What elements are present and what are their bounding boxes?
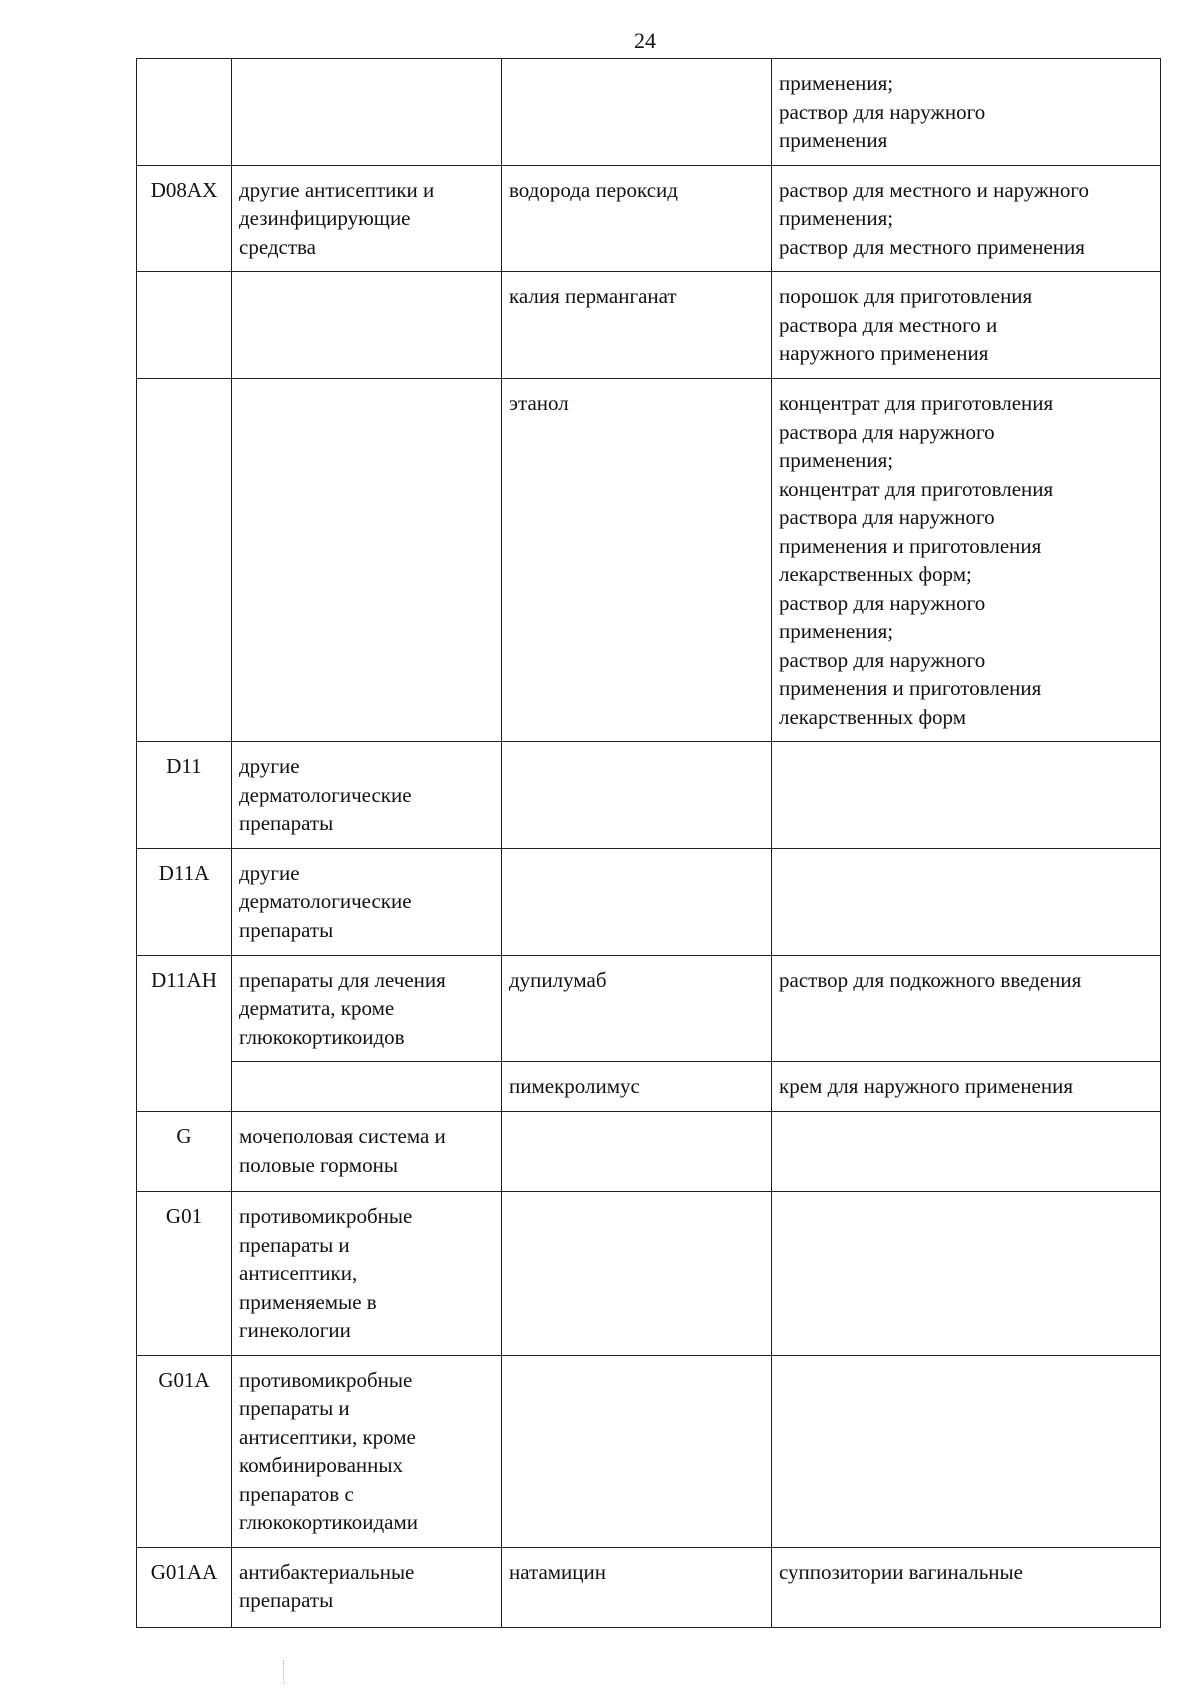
table-row [137, 59, 1161, 166]
table-row [137, 1112, 1161, 1192]
dosage-form-cell [772, 848, 1161, 955]
atc-code-cell: D11A [137, 848, 232, 955]
drug-name-cell: этанол [502, 379, 772, 742]
drug-name-cell [502, 742, 772, 849]
drug-name-cell [502, 59, 772, 166]
drug-name-cell [502, 1355, 772, 1547]
dosage-form-cell [772, 1192, 1161, 1356]
drug-name-cell: водорода пероксид [502, 165, 772, 272]
table-row [137, 1062, 1161, 1112]
pharmacological-group-cell: препараты для лечения дерматита, кроме глюкокортикоидов [232, 955, 502, 1062]
atc-code-cell [137, 59, 232, 166]
drug-name-cell: калия перманганат [502, 272, 772, 379]
table-row [137, 272, 1161, 379]
table-row [137, 848, 1161, 955]
drug-name-cell [502, 848, 772, 955]
drug-name-cell [502, 1112, 772, 1192]
dosage-form-cell [772, 1112, 1161, 1192]
atc-code-cell: G [137, 1112, 232, 1192]
atc-code-cell: G01A [137, 1355, 232, 1547]
atc-code-cell: G01 [137, 1192, 232, 1356]
dosage-form-cell: крем для наружного применения [772, 1062, 1161, 1112]
table-row [137, 1355, 1161, 1547]
pharmacological-group-cell: другие дерматологические препараты [232, 848, 502, 955]
table-row [137, 379, 1161, 742]
pharmacological-group-cell [232, 1062, 502, 1112]
dosage-form-cell [772, 1355, 1161, 1547]
pharmacological-group-cell: другие антисептики и дезинфицирующие средства [232, 165, 502, 272]
atc-code-cell [137, 272, 232, 379]
dosage-form-cell: раствор для местного и наружного применения; раствор для местного применения [772, 165, 1161, 272]
drug-name-cell: дупилумаб [502, 955, 772, 1062]
dosage-form-cell: суппозитории вагинальные [772, 1547, 1161, 1627]
pharmacological-group-cell [232, 59, 502, 166]
atc-code-cell [137, 379, 232, 742]
pharmacological-group-cell: другие дерматологические препараты [232, 742, 502, 849]
pharmacological-group-cell: антибактериальные препараты [232, 1547, 502, 1627]
table-row [137, 1192, 1161, 1356]
pharmacological-group-cell [232, 379, 502, 742]
atc-code-cell: D11AH [137, 955, 232, 1112]
dosage-form-cell: концентрат для приготовления раствора для наружного применения; концентрат для приготовления раствора для наружного применения и приготовления лекарственных форм; раствор для наружного применения; раствор для наружного применения и приготовления лекарственных форм [772, 379, 1161, 742]
drug-name-cell: натамицин [502, 1547, 772, 1627]
drug-list-table [136, 58, 1161, 1628]
dosage-form-cell [772, 742, 1161, 849]
dosage-form-cell: раствор для подкожного введения [772, 955, 1161, 1062]
atc-code-cell: D08AX [137, 165, 232, 272]
drug-name-cell: пимекролимус [502, 1062, 772, 1112]
scan-edge-mark [283, 1660, 285, 1684]
pharmacological-group-cell: противомикробные препараты и антисептики, кроме комбинированных препаратов с глюкокортикоидами [232, 1355, 502, 1547]
table-row [137, 955, 1161, 1062]
pharmacological-group-cell: мочеполовая система и половые гормоны [232, 1112, 502, 1192]
page-number: 24 [634, 28, 656, 53]
drug-name-cell [502, 1192, 772, 1356]
dosage-form-cell: порошок для приготовления раствора для местного и наружного применения [772, 272, 1161, 379]
dosage-form-cell: применения; раствор для наружного применения [772, 59, 1161, 166]
table-row [137, 1547, 1161, 1627]
pharmacological-group-cell: противомикробные препараты и антисептики, применяемые в гинекологии [232, 1192, 502, 1356]
atc-code-cell: D11 [137, 742, 232, 849]
atc-code-cell: G01AA [137, 1547, 232, 1627]
table-row [137, 742, 1161, 849]
pharmacological-group-cell [232, 272, 502, 379]
table-row [137, 165, 1161, 272]
